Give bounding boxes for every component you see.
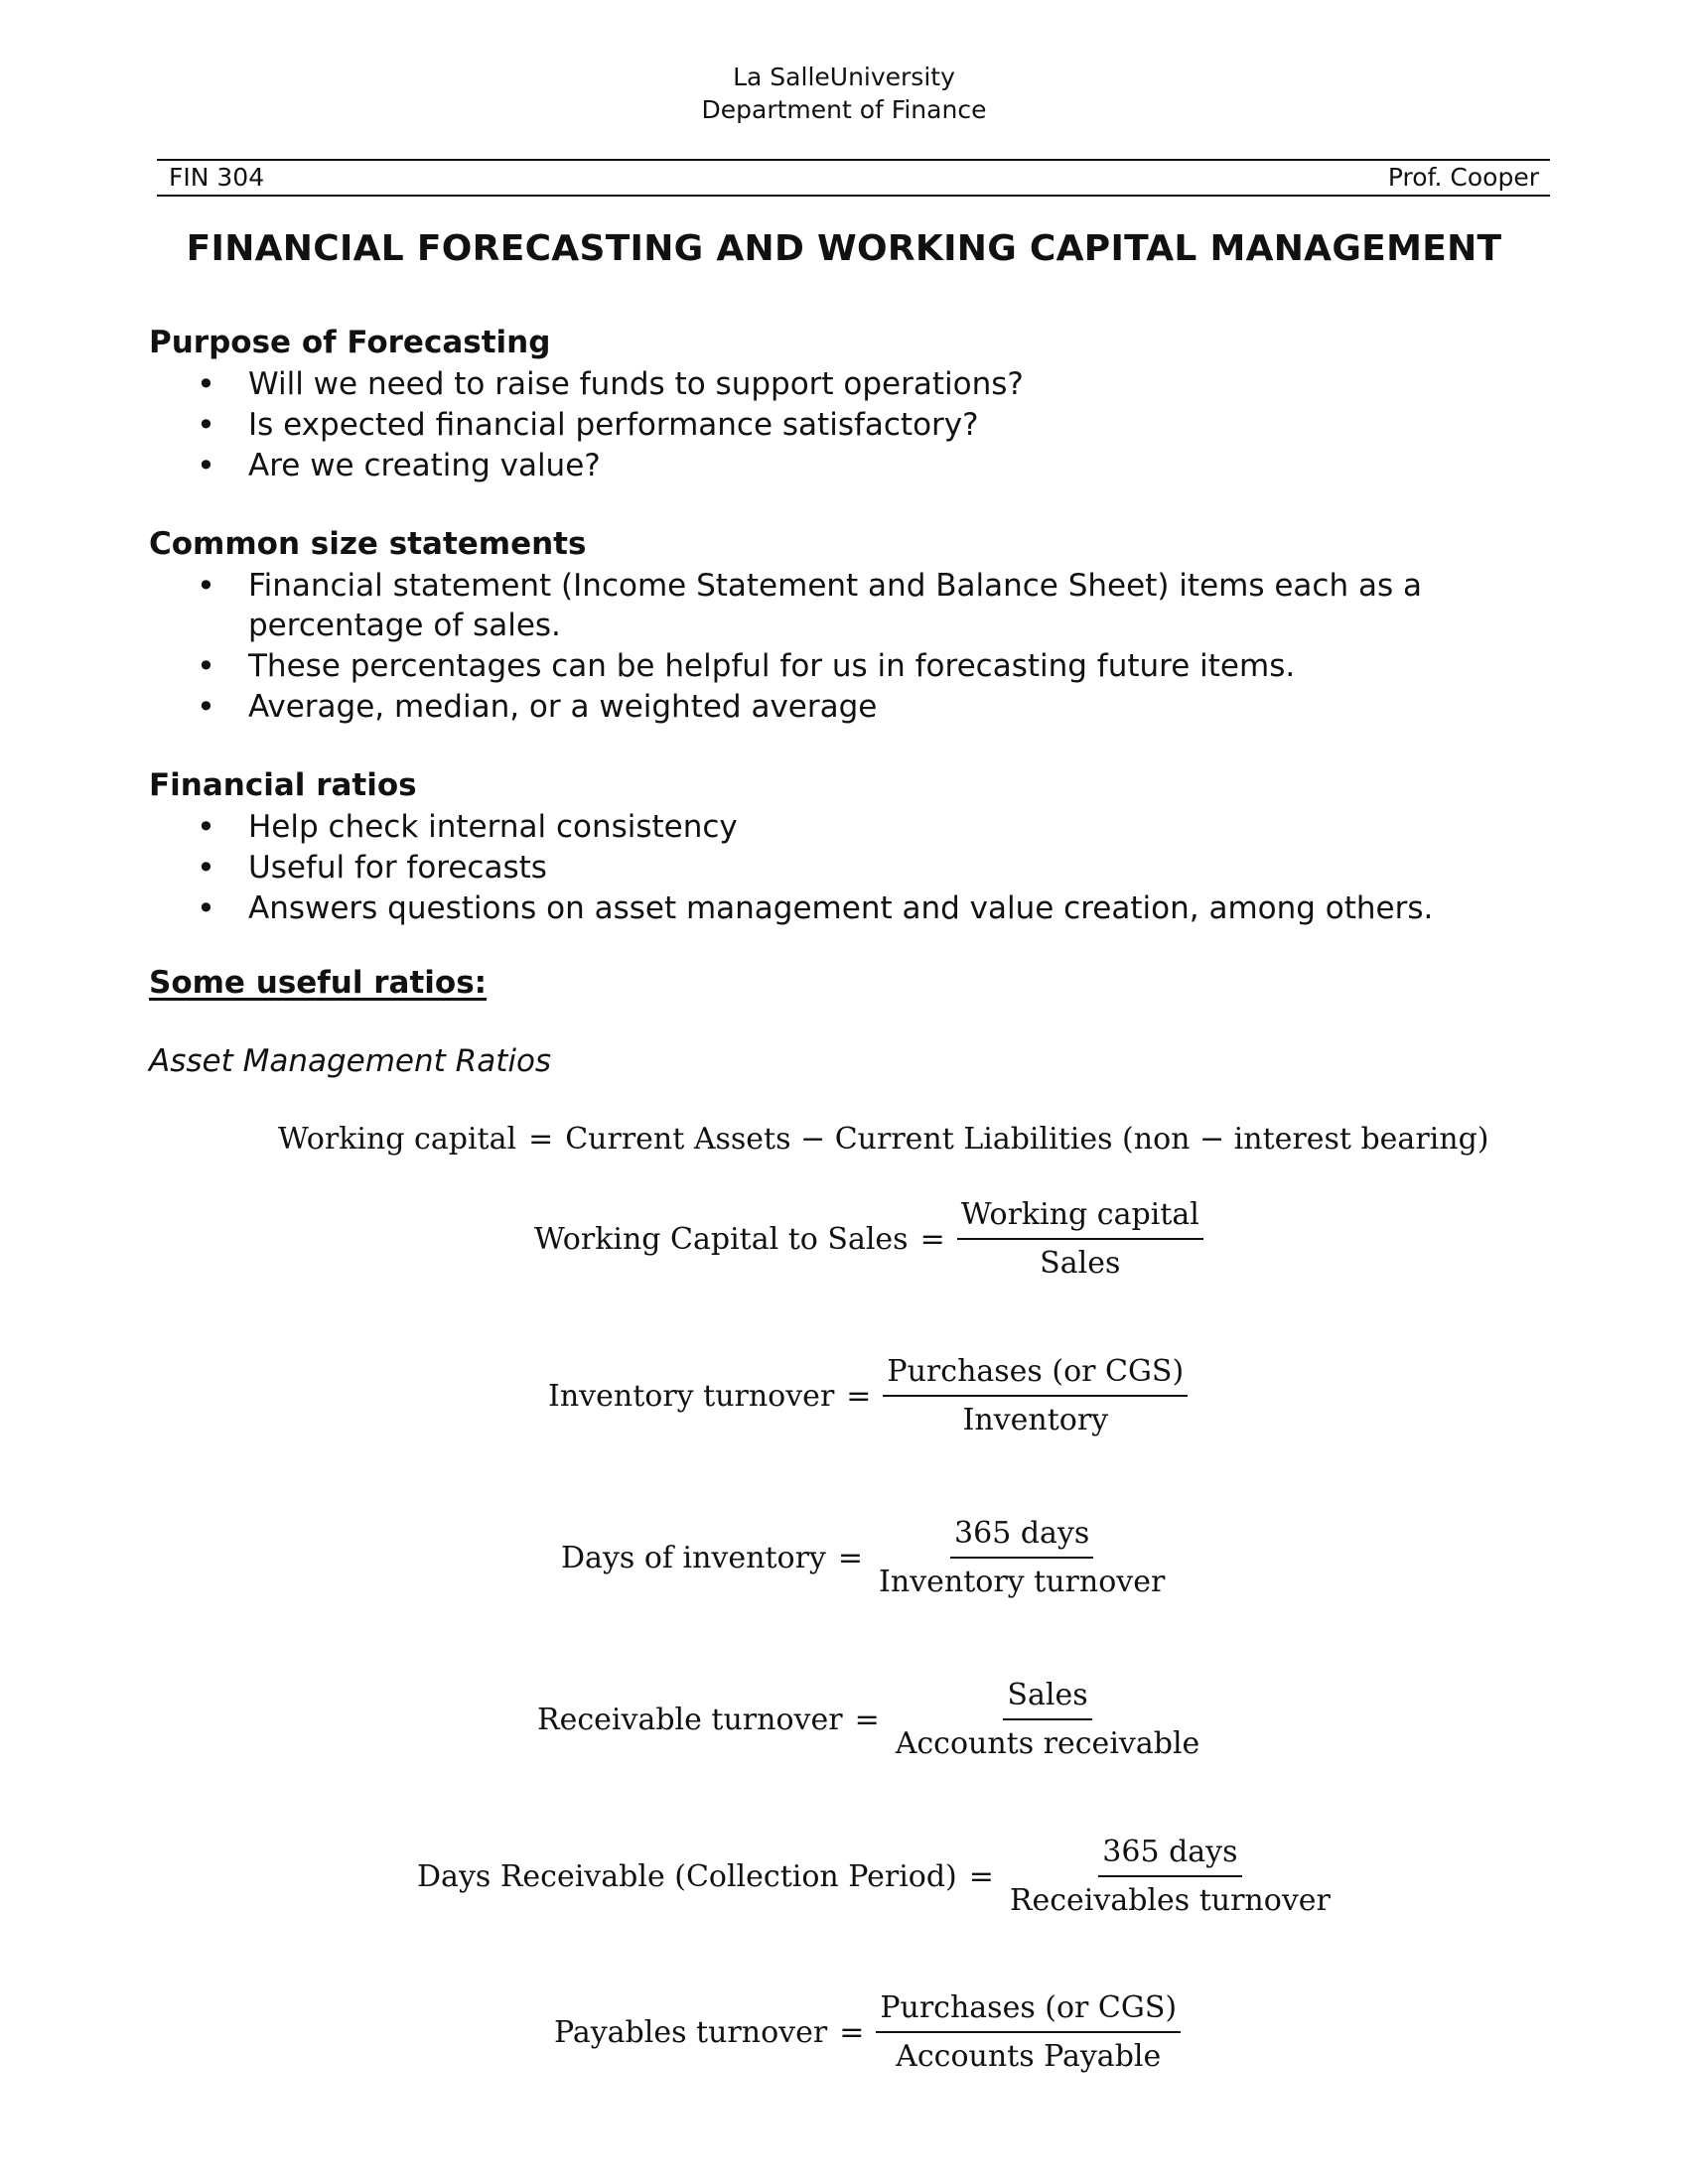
university-name: La SalleUniversity (733, 63, 955, 91)
fraction (892, 1678, 1204, 1761)
department-name: Department of Finance (701, 95, 987, 124)
list-item: These percentages can be helpful for us in forecasting future items. (248, 648, 1296, 684)
denominator: Sales (1040, 1246, 1121, 1281)
fraction (876, 1990, 1181, 2074)
list-item: Are we creating value? (248, 448, 601, 483)
equals-sign: = (854, 1702, 880, 1737)
formula-payables-turnover (554, 1990, 1181, 2074)
list-item: Help check internal consistency (248, 809, 738, 845)
section-heading-useful-ratios: Some useful ratios: (149, 965, 488, 1001)
formula-lhs: Working capital (278, 1122, 517, 1157)
section-heading-common-size: Common size statements (149, 526, 587, 562)
formula-receivable-turnover (537, 1678, 1203, 1761)
section-heading-purpose: Purpose of Forecasting (149, 325, 551, 360)
numerator: 365 days (1098, 1835, 1241, 1877)
document-title: FINANCIAL FORECASTING AND WORKING CAPITAL MANAGEMENT (186, 228, 1502, 269)
formula-lhs: Inventory turnover (548, 1378, 835, 1414)
list-item: Average, median, or a weighted average (248, 689, 878, 725)
formula-lhs: Receivable turnover (537, 1702, 843, 1737)
fraction (957, 1197, 1203, 1281)
bullet-icon: • (197, 889, 215, 927)
bullet-icon: • (197, 447, 215, 484)
bullet-icon: • (197, 688, 215, 726)
list-item: Financial statement (Income Statement and Balance Sheet) items each as a percentage of sales. (248, 568, 1422, 643)
bullet-icon: • (197, 849, 215, 887)
formula-working-capital (278, 1122, 1488, 1157)
list-item: Useful for forecasts (248, 850, 547, 886)
formula-days-receivable (417, 1835, 1335, 1918)
numerator: Purchases (or CGS) (876, 1990, 1181, 2033)
equals-sign: = (839, 2014, 865, 2050)
equals-sign: = (968, 1858, 994, 1894)
numerator: Working capital (957, 1197, 1203, 1240)
bullet-icon: • (197, 365, 215, 403)
equals-sign: = (528, 1122, 554, 1157)
denominator: Accounts receivable (895, 1726, 1200, 1761)
denominator: Accounts Payable (896, 2039, 1162, 2074)
numerator: Sales (1003, 1678, 1091, 1720)
professor-name: Prof. Cooper (1387, 163, 1539, 192)
section-heading-financial-ratios: Financial ratios (149, 767, 417, 803)
fraction (875, 1516, 1169, 1599)
equals-sign: = (919, 1221, 945, 1257)
denominator: Receivables turnover (1009, 1883, 1331, 1918)
denominator: Inventory (962, 1403, 1109, 1437)
list-item: Answers questions on asset management and value creation, among others. (248, 890, 1434, 926)
formula-inventory-turnover (548, 1354, 1188, 1437)
bullet-icon: • (197, 808, 215, 846)
denominator: Inventory turnover (879, 1565, 1166, 1599)
formula-lhs: Days of inventory (561, 1540, 826, 1575)
subheading-asset-management: Asset Management Ratios (149, 1043, 552, 1079)
formula-lhs: Working Capital to Sales (534, 1221, 909, 1257)
numerator: Purchases (or CGS) (883, 1354, 1188, 1397)
formula-rhs: Current Assets − Current Liabilities (non − interest bearing) (565, 1122, 1489, 1157)
header-bottom-rule (157, 195, 1550, 197)
formula-days-of-inventory (561, 1516, 1169, 1599)
bullet-icon: • (197, 647, 215, 685)
formula-wc-to-sales (534, 1197, 1203, 1281)
formula-lhs: Payables turnover (554, 2014, 828, 2050)
bullet-icon: • (197, 406, 215, 444)
list-item: Is expected financial performance satisfactory? (248, 407, 979, 443)
course-code: FIN 304 (169, 163, 265, 192)
header-top-rule (157, 159, 1550, 161)
bullet-icon: • (197, 567, 215, 605)
fraction (1006, 1835, 1335, 1918)
formula-lhs: Days Receivable (Collection Period) (417, 1858, 957, 1894)
fraction (883, 1354, 1188, 1437)
list-item: Will we need to raise funds to support operations? (248, 366, 1024, 402)
equals-sign: = (846, 1378, 872, 1414)
numerator: 365 days (950, 1516, 1093, 1559)
equals-sign: = (837, 1540, 864, 1575)
